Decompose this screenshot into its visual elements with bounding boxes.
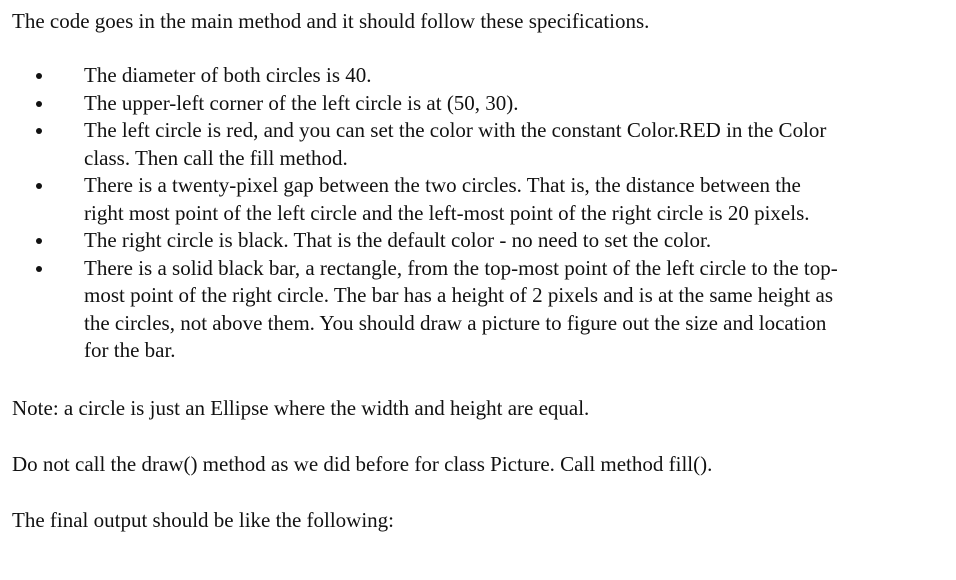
spec-line: for the bar.: [84, 338, 176, 362]
intro-text: The code goes in the main method and it should follow these specifications.: [12, 9, 650, 33]
spec-item-right-circle-color: [0, 227, 838, 255]
spec-line: right most point of the left circle and the left-most point of the right circle is 20 pixels.: [84, 200, 810, 225]
spec-line: The right circle is black. That is the default color - no need to set the color.: [84, 228, 712, 252]
spec-line: the circles, not above them. You should draw a picture to figure out the size and location: [84, 310, 827, 335]
specifications-list: [0, 62, 838, 365]
final-output-text: The final output should be like the following:: [12, 508, 395, 532]
spec-item-diameter: [0, 62, 838, 90]
spec-item-gap: [0, 172, 838, 227]
spec-line: most point of the right circle. The bar has a height of 2 pixels and is at the same height as: [84, 283, 834, 307]
spec-line: The upper-left corner of the left circle is at (50, 30).: [84, 90, 519, 115]
bullet-icon: [36, 73, 42, 79]
spec-item-black-bar: [0, 255, 838, 365]
bullet-icon: [36, 183, 42, 189]
spec-line: The diameter of both circles is 40.: [84, 63, 372, 87]
spec-item-left-circle-color: [0, 117, 838, 172]
spec-line: There is a twenty-pixel gap between the two circles. That is, the distance between the: [84, 173, 801, 197]
spec-item-upper-left-corner: [0, 90, 838, 118]
bullet-icon: [36, 101, 42, 107]
spec-line: The left circle is red, and you can set the color with the constant Color.RED in the Color: [84, 118, 827, 142]
note-text: Note: a circle is just an Ellipse where the width and height are equal.: [12, 396, 590, 420]
bullet-icon: [36, 266, 42, 272]
draw-instruction-text: Do not call the draw() method as we did before for class Picture. Call method fill().: [12, 452, 713, 476]
spec-line: class. Then call the fill method.: [84, 145, 348, 170]
bullet-icon: [36, 128, 42, 134]
bullet-icon: [36, 238, 42, 244]
spec-line: There is a solid black bar, a rectangle, from the top-most point of the left circle to the top-: [84, 255, 838, 280]
